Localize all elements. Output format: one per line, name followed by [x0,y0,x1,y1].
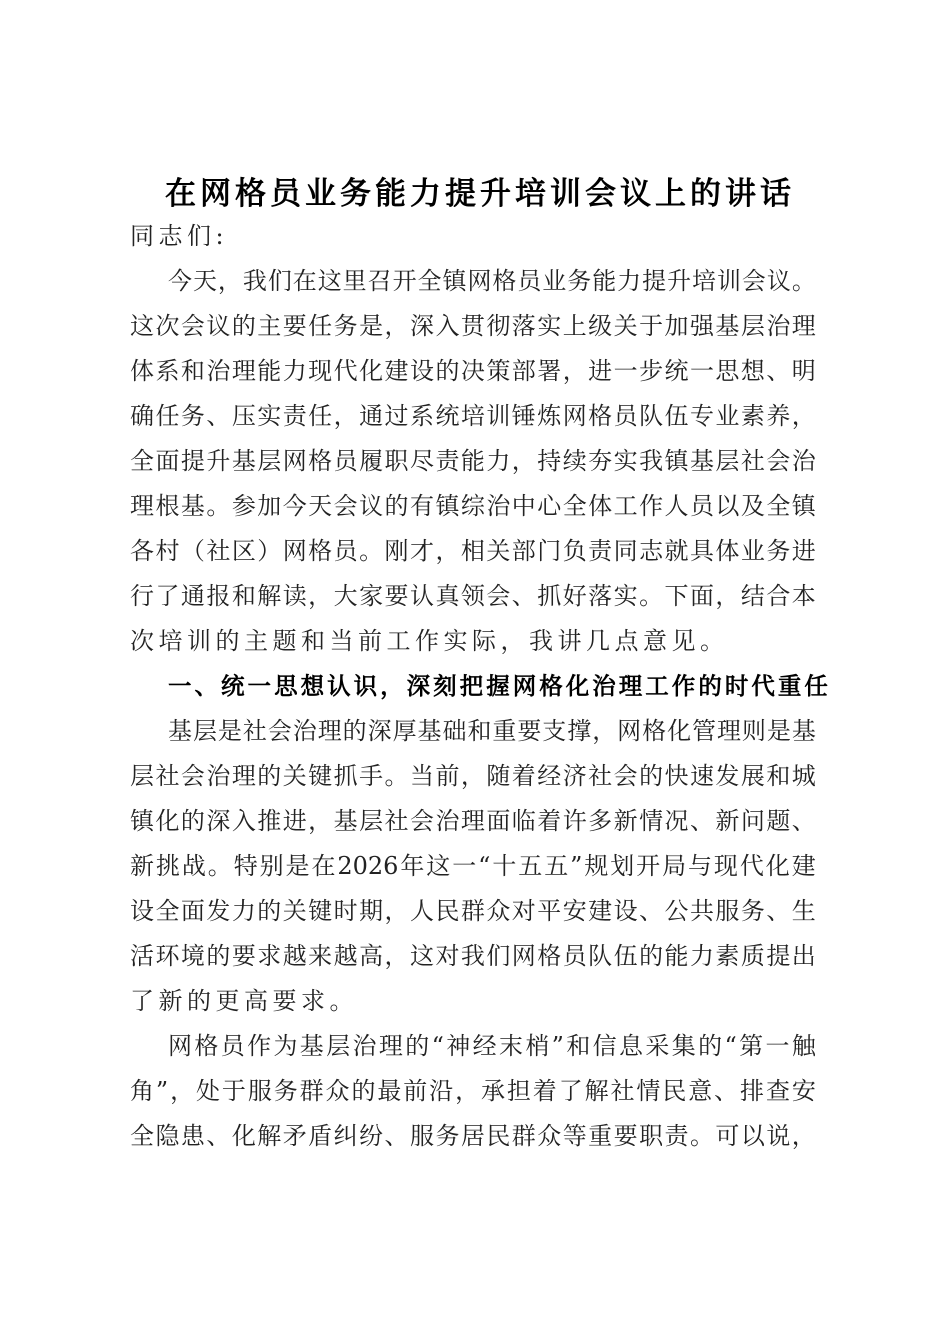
paragraph-line: 镇 化 的 深 入 推 进 ， 基 层 社 会 治 理 面 临 着 许 多 新 情 况 、 新 问 题 、 [130,807,816,835]
salutation: 同志们: [130,222,229,250]
paragraph-line: 了新的更高要求。 [130,987,358,1015]
paragraph-line: 全 隐 患 、 化 解 矛 盾 纠 纷 、 服 务 居 民 群 众 等 重 要 职 责 。 可 以 说 ， [130,1122,816,1150]
paragraph-line: 理 根 基 。 参 加 今 天 会 议 的 有 镇 综 治 中 心 全 体 工 作 人 员 以 及 全 镇 [130,492,816,520]
paragraph-line: 角 ” ， 处 于 服 务 群 众 的 最 前 沿 ， 承 担 着 了 解 社 情 民 意 、 排 查 安 [130,1077,816,1105]
paragraph-line: 设 全 面 发 力 的 关 键 时 期 ， 人 民 群 众 对 平 安 建 设 、 公 共 服 务 、 生 [130,897,816,925]
document-title: 在 网 格 员 业 务 能 力 提 升 培 训 会 议 上 的 讲 话 [165,176,791,212]
paragraph-line: 各 村 （ 社 区 ） 网 格 员 。 刚 才 ， 相 关 部 门 负 责 同 志 就 具 体 业 务 进 [130,537,816,565]
paragraph-line: 今 天 ， 我 们 在 这 里 召 开 全 镇 网 格 员 业 务 能 力 提 升 培 训 会 议 。 [168,267,816,295]
paragraph-line: 层 社 会 治 理 的 关 键 抓 手 。 当 前 ， 随 着 经 济 社 会 的 快 速 发 展 和 城 [130,762,816,790]
paragraph-line: 基 层 是 社 会 治 理 的 深 厚 基 础 和 重 要 支 撑 ， 网 格 化 管 理 则 是 基 [168,717,816,745]
paragraph-line: 新 挑 战 。 特 别 是 在 2026 年 这 一 “ 十 五 五 ” 规 划 开 局 与 现 代 化 建 [130,852,816,880]
paragraph-line: 全 面 提 升 基 层 网 格 员 履 职 尽 责 能 力 ， 持 续 夯 实 我 镇 基 层 社 会 治 [130,447,816,475]
paragraph-line: 体 系 和 治 理 能 力 现 代 化 建 设 的 决 策 部 署 ， 进 一 步 统 一 思 想 、 明 [130,357,816,385]
paragraph-line: 网 格 员 作 为 基 层 治 理 的 “ 神 经 末 梢 ” 和 信 息 采 集 的 “ 第 一 触 [168,1032,816,1060]
paragraph-line: 次培训的主题和当前工作实际，我讲几点意见。 [130,627,729,655]
paragraph-line: 确 任 务 、 压 实 责 任 ， 通 过 系 统 培 训 锤 炼 网 格 员 队 伍 专 业 素 养 ， [130,402,816,430]
section-heading: 一 、 统 一 思 想 认 识 ， 深 刻 把 握 网 格 化 治 理 工 作 的 时 代 重 任 [168,672,828,700]
paragraph-line: 行 了 通 报 和 解 读 ， 大 家 要 认 真 领 会 、 抓 好 落 实 。 下 面 ， 结 合 本 [130,582,816,610]
paragraph-line: 活 环 境 的 要 求 越 来 越 高 ， 这 对 我 们 网 格 员 队 伍 的 能 力 素 质 提 出 [130,942,816,970]
paragraph-line: 这 次 会 议 的 主 要 任 务 是 ， 深 入 贯 彻 落 实 上 级 关 于 加 强 基 层 治 理 [130,312,816,340]
